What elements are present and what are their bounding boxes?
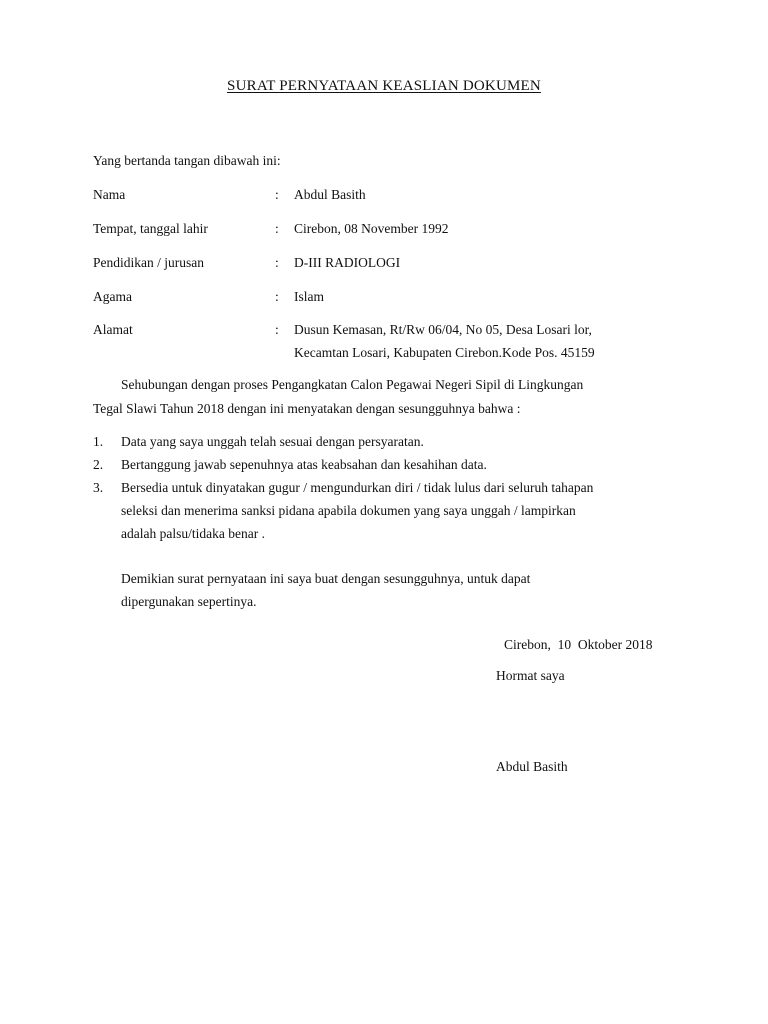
field-value: Islam xyxy=(294,289,324,304)
list-number: 3. xyxy=(93,480,104,495)
statement-line-2: Tegal Slawi Tahun 2018 dengan ini menyatakan dengan sesungguhnya bahwa : xyxy=(93,401,521,416)
signatory-name: Abdul Basith xyxy=(496,759,568,774)
closing-line-1: Demikian surat pernyataan ini saya buat dengan sesungguhnya, untuk dapat xyxy=(121,571,531,586)
regards: Hormat saya xyxy=(496,668,565,683)
field-colon: : xyxy=(275,289,279,304)
list-text-line2: seleksi dan menerima sanksi pidana apabila dokumen yang saya unggah / lampirkan xyxy=(121,503,576,518)
list-text: Data yang saya unggah telah sesuai dengan persyaratan. xyxy=(121,434,424,449)
field-value: Dusun Kemasan, Rt/Rw 06/04, No 05, Desa Losari lor, xyxy=(294,322,592,337)
field-value: D-III RADIOLOGI xyxy=(294,255,401,270)
list-number: 2. xyxy=(93,457,104,472)
intro-text: Yang bertanda tangan dibawah ini: xyxy=(93,153,281,168)
document-title: SURAT PERNYATAAN KEASLIAN DOKUMEN xyxy=(227,78,541,94)
field-label: Agama xyxy=(93,289,132,304)
field-value-line2: Kecamtan Losari, Kabupaten Cirebon.Kode Pos. 45159 xyxy=(294,345,595,360)
closing-line-2: dipergunakan sepertinya. xyxy=(121,594,257,609)
list-number: 1. xyxy=(93,434,104,449)
field-value: Cirebon, 08 November 1992 xyxy=(294,221,449,236)
field-colon: : xyxy=(275,322,279,337)
statement-line-1: Sehubungan dengan proses Pengangkatan Calon Pegawai Negeri Sipil di Lingkungan xyxy=(121,377,584,392)
field-value: Abdul Basith xyxy=(294,187,366,202)
field-colon: : xyxy=(275,187,279,202)
list-text-line3: adalah palsu/tidaka benar . xyxy=(121,526,265,541)
field-label: Nama xyxy=(93,187,126,202)
field-label: Tempat, tanggal lahir xyxy=(93,221,208,236)
place-date: Cirebon, 10 Oktober 2018 xyxy=(504,637,653,652)
list-text: Bersedia untuk dinyatakan gugur / mengundurkan diri / tidak lulus dari seluruh tahapan xyxy=(121,480,594,495)
field-label: Alamat xyxy=(93,322,133,337)
list-text: Bertanggung jawab sepenuhnya atas keabsahan dan kesahihan data. xyxy=(121,457,487,472)
field-colon: : xyxy=(275,221,279,236)
field-label: Pendidikan / jurusan xyxy=(93,255,204,270)
field-colon: : xyxy=(275,255,279,270)
